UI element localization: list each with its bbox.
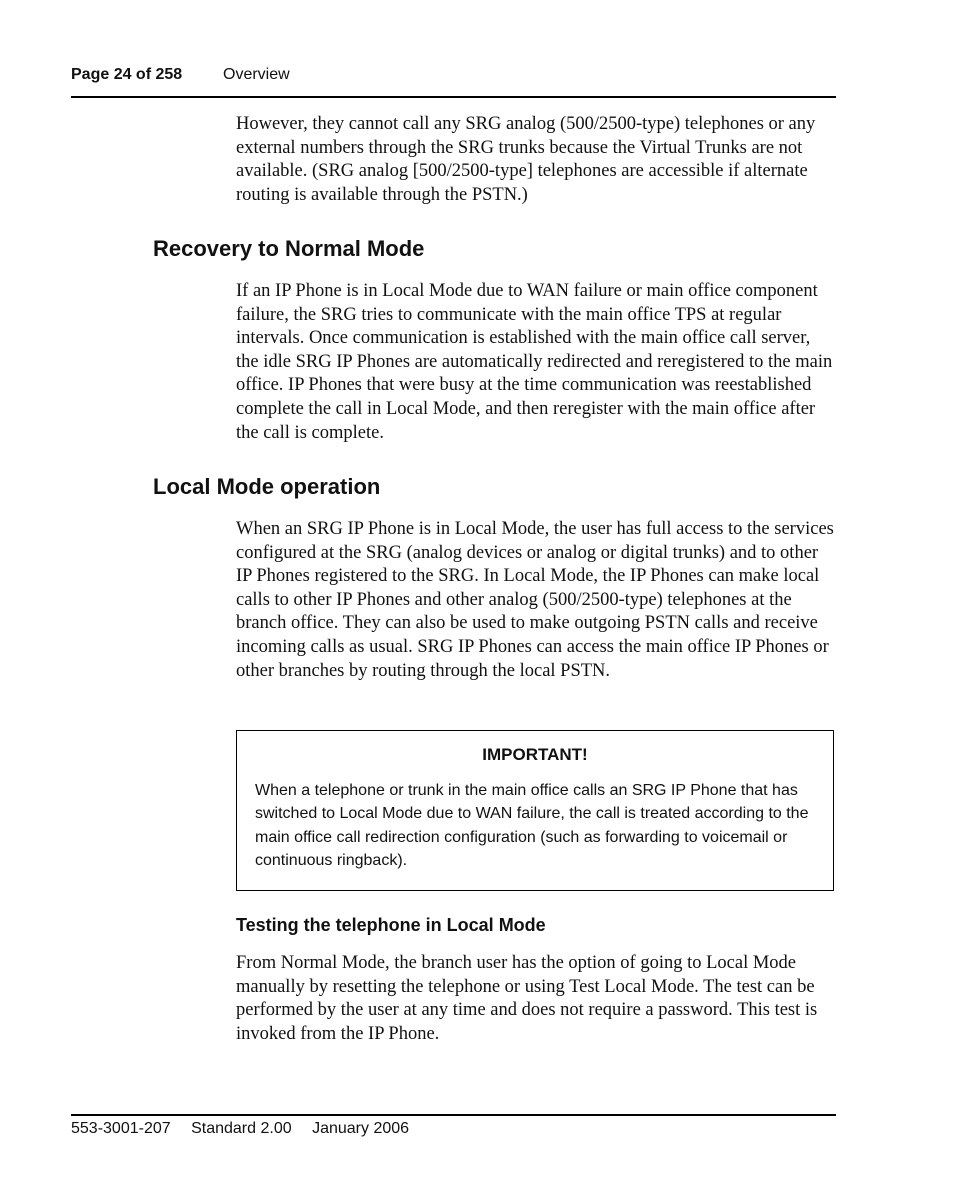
local-mode-paragraph: When an SRG IP Phone is in Local Mode, the user has full access to the services configured at the SRG (analog devices or analog or digital trunks) and to other IP Phones registered to the SRG. In Local Mode, the IP Phones can make local calls to other IP Phones and other analog (500/2500-type) telephones at the branch office. They can also be used to make outgoing PSTN calls and receive incoming calls as usual. SRG IP Phones can access the main office IP Phones or other branches by routing through the local PSTN. [236,519,834,681]
standard-version: Standard 2.00 [191,1120,292,1137]
important-note-box [236,730,834,891]
important-note-title: IMPORTANT! [482,745,588,764]
page-number: Page 24 of 258 [71,66,183,83]
page-header [71,66,836,98]
section-title: Overview [223,66,290,83]
local-mode-heading: Local Mode operation [153,474,381,499]
testing-paragraph: From Normal Mode, the branch user has the option of going to Local Mode manually by resetting the telephone or using Test Local Mode. The test can be performed by the user at any time and does not require a password. This test is invoked from the IP Phone. [236,953,818,1044]
recovery-paragraph: If an IP Phone is in Local Mode due to WAN failure or main office component failure, the SRG tries to communicate with the main office TPS at regular intervals. Once communication is established with the main office call server, the idle SRG IP Phones are automatically redirected and reregistered to the main office. IP Phones that were busy at the time communication was reestablished complete the call in Local Mode, and then reregister with the main office after the call is complete. [236,281,833,443]
testing-heading: Testing the telephone in Local Mode [236,915,546,935]
intro-paragraph: However, they cannot call any SRG analog (500/2500-type) telephones or any external numbers through the SRG trunks because the Virtual Trunks are not available. (SRG analog [500/2500-type] telephones are accessible if alternate routing is available through the PSTN.) [236,114,816,205]
important-note-text: When a telephone or trunk in the main office calls an SRG IP Phone that has switched to Local Mode due to WAN failure, the call is treated according to the main office call redirection configuration (such as forwarding to voicemail or continuous ringback). [255,782,809,870]
page-footer [71,1114,836,1138]
recovery-heading: Recovery to Normal Mode [153,236,425,261]
doc-number: 553-3001-207 [71,1120,171,1137]
publication-date: January 2006 [312,1120,410,1137]
